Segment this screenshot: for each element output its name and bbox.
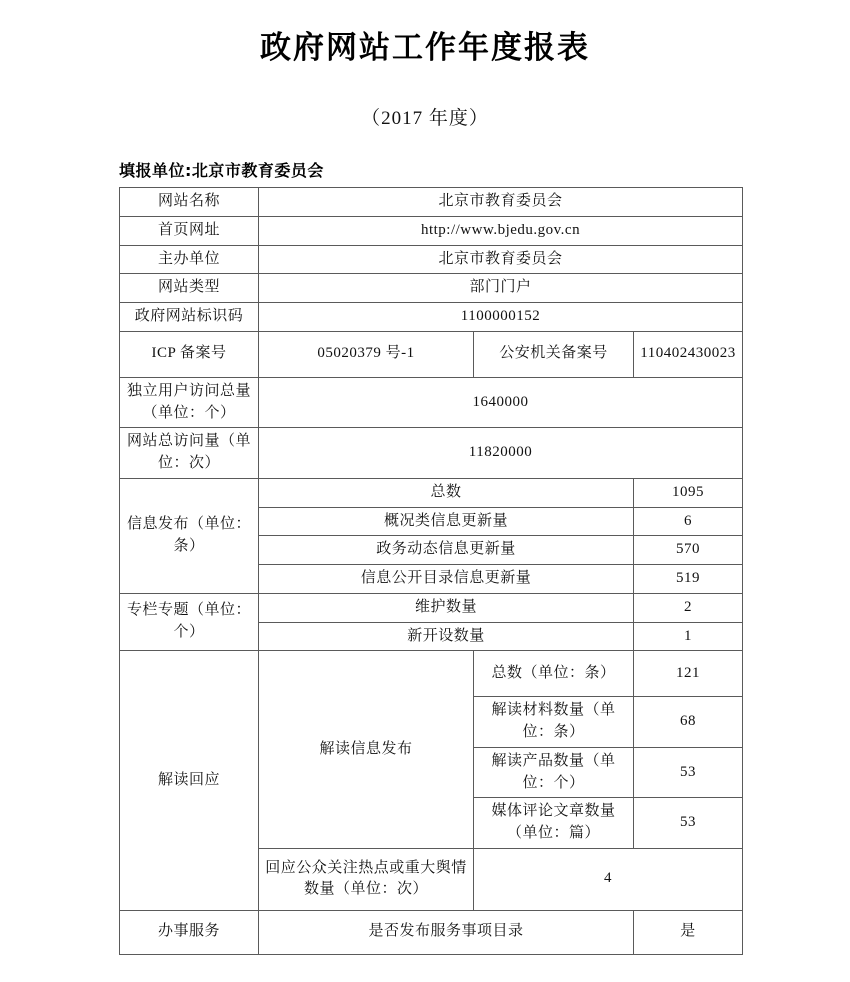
row-label-interpretation-materials: 解读材料数量（单位：条） xyxy=(474,697,634,748)
row-value-icp: 05020379 号-1 xyxy=(259,331,474,377)
row-value-newly-opened-count: 1 xyxy=(634,622,743,651)
row-value-info-total: 1095 xyxy=(634,478,743,507)
row-value-media-commentary: 53 xyxy=(634,798,743,849)
table-row xyxy=(120,303,743,332)
row-value-site-code: 1100000152 xyxy=(259,303,743,332)
reporting-unit-line: 填报单位:北京市教育委员会 xyxy=(119,161,324,180)
row-label-overview-updates: 概况类信息更新量 xyxy=(259,507,634,536)
annual-report-table xyxy=(119,187,743,955)
row-label-host-unit: 主办单位 xyxy=(120,245,259,274)
row-value-interpretation-materials: 68 xyxy=(634,697,743,748)
page-title: 政府网站工作年度报表 xyxy=(260,30,590,66)
row-label-info-total: 总数 xyxy=(259,478,634,507)
row-label-total-visits: 网站总访问量（单位：次） xyxy=(120,428,259,479)
row-label-unique-visitors: 独立用户访问总量（单位：个） xyxy=(120,377,259,428)
row-value-site-name: 北京市教育委员会 xyxy=(259,188,743,217)
row-value-overview-updates: 6 xyxy=(634,507,743,536)
group-label-info-publish: 信息发布（单位：条） xyxy=(120,478,259,593)
row-value-public-hotspot-response: 4 xyxy=(474,848,743,910)
row-label-service-catalog-published: 是否发布服务事项目录 xyxy=(259,910,634,954)
group-label-service: 办事服务 xyxy=(120,910,259,954)
row-label-interpretation-products: 解读产品数量（单位：个） xyxy=(474,747,634,798)
table-row xyxy=(120,274,743,303)
row-value-interpretation-products: 53 xyxy=(634,747,743,798)
table-row xyxy=(120,377,743,428)
table-row xyxy=(120,188,743,217)
row-label-icp: ICP 备案号 xyxy=(120,331,259,377)
row-label-interpretation-total: 总数（单位：条） xyxy=(474,651,634,697)
row-value-maintained-count: 2 xyxy=(634,593,743,622)
row-value-government-news-updates: 570 xyxy=(634,536,743,565)
row-label-disclosure-catalog-updates: 信息公开目录信息更新量 xyxy=(259,565,634,594)
row-label-maintained-count: 维护数量 xyxy=(259,593,634,622)
table-row xyxy=(120,910,743,954)
group-label-column-topic: 专栏专题（单位：个） xyxy=(120,593,259,651)
table-row xyxy=(120,478,743,507)
table-row-icp xyxy=(120,331,743,377)
row-label-police-record: 公安机关备案号 xyxy=(474,331,634,377)
row-label-site-name: 网站名称 xyxy=(120,188,259,217)
row-label-public-hotspot-response: 回应公众关注热点或重大舆情数量（单位：次） xyxy=(259,848,474,910)
table-row xyxy=(120,216,743,245)
row-label-media-commentary: 媒体评论文章数量（单位：篇） xyxy=(474,798,634,849)
row-value-homepage-url: http://www.bjedu.gov.cn xyxy=(259,216,743,245)
row-value-service-catalog-published: 是 xyxy=(634,910,743,954)
row-value-site-type: 部门门户 xyxy=(259,274,743,303)
row-label-homepage-url: 首页网址 xyxy=(120,216,259,245)
page-subtitle: （2017 年度） xyxy=(361,108,489,129)
table-row xyxy=(120,428,743,479)
row-value-host-unit: 北京市教育委员会 xyxy=(259,245,743,274)
row-label-government-news-updates: 政务动态信息更新量 xyxy=(259,536,634,565)
table-row xyxy=(120,651,743,697)
row-value-interpretation-total: 121 xyxy=(634,651,743,697)
row-value-disclosure-catalog-updates: 519 xyxy=(634,565,743,594)
row-label-newly-opened-count: 新开设数量 xyxy=(259,622,634,651)
row-label-site-type: 网站类型 xyxy=(120,274,259,303)
row-value-total-visits: 11820000 xyxy=(259,428,743,479)
group-label-interpretation-response: 解读回应 xyxy=(120,651,259,911)
row-value-unique-visitors: 1640000 xyxy=(259,377,743,428)
subgroup-label-interpretation-publish: 解读信息发布 xyxy=(259,651,474,849)
row-value-police-record: 110402430023 xyxy=(634,331,743,377)
table-row xyxy=(120,245,743,274)
table-row xyxy=(120,593,743,622)
row-label-site-code: 政府网站标识码 xyxy=(120,303,259,332)
